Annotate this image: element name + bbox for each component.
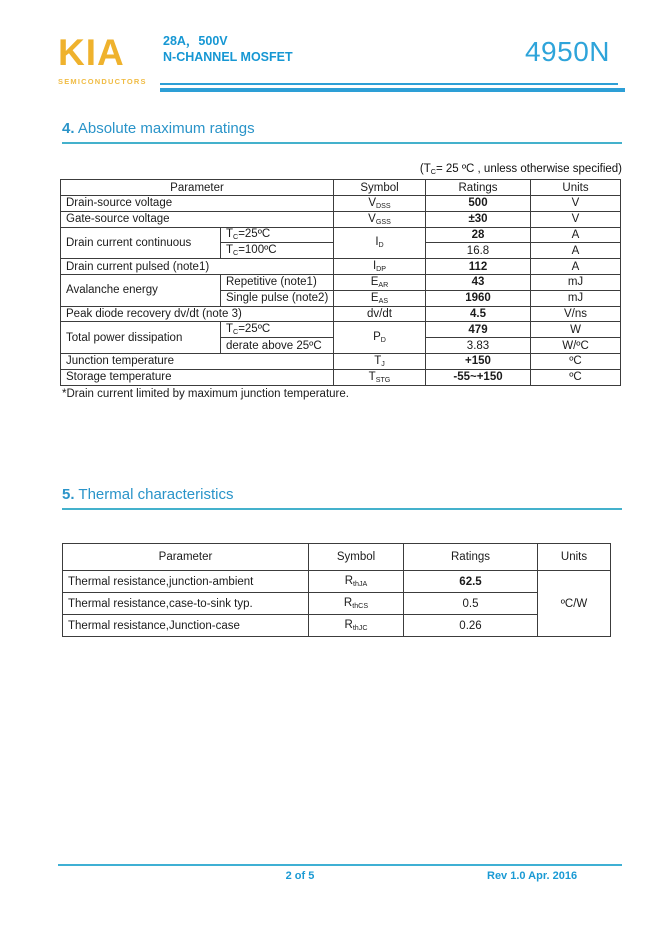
table-cell: Thermal resistance,Junction-case xyxy=(63,615,309,637)
table-cell: Thermal resistance,junction-ambient xyxy=(63,571,309,593)
table-row xyxy=(61,322,621,338)
table-cell: Drain current pulsed (note1) xyxy=(61,259,334,275)
table-cell: TC=25ºC xyxy=(221,322,334,338)
table-cell: A xyxy=(531,259,621,275)
table-cell: Avalanche energy xyxy=(61,274,221,306)
subscript: C xyxy=(430,168,436,176)
table-cell: V xyxy=(531,196,621,212)
table-cell: ºC/W xyxy=(538,571,611,637)
table-cell: ID xyxy=(334,227,426,259)
table-cell: TC=100ºC xyxy=(221,243,334,259)
table-row xyxy=(61,369,621,385)
subscript: AS xyxy=(378,296,389,305)
page-number: 2 of 5 xyxy=(285,870,315,882)
part-number: 4950N xyxy=(524,36,610,67)
table-cell: 0.5 xyxy=(404,593,538,615)
table-cell: 16.8 xyxy=(426,243,531,259)
table-cell: 43 xyxy=(426,274,531,290)
table-cell: Storage temperature xyxy=(61,369,334,385)
table-cell: EAR xyxy=(334,274,426,290)
table-cell: 0.26 xyxy=(404,615,538,637)
table-body xyxy=(63,571,611,637)
table-cell: RthJA xyxy=(309,571,404,593)
table-cell: derate above 25ºC xyxy=(221,338,334,354)
table-cell: mJ xyxy=(531,290,621,306)
table-row xyxy=(63,593,611,615)
subscript: D xyxy=(378,241,384,250)
table-cell: ±30 xyxy=(426,211,531,227)
table-cell: 28 xyxy=(426,227,531,243)
table-cell: VGSS xyxy=(334,211,426,227)
table-header xyxy=(61,180,621,196)
column-header: Symbol xyxy=(334,180,426,196)
column-header: Ratings xyxy=(404,544,538,571)
column-header: Parameter xyxy=(61,180,334,196)
table-cell: Drain current continuous xyxy=(61,227,221,259)
table-body xyxy=(61,196,621,386)
device-spec-line2: N-CHANNEL MOSFET xyxy=(163,50,293,64)
table-footnote: *Drain current limited by maximum junction temperature. xyxy=(62,388,349,400)
subscript: J xyxy=(381,359,385,368)
table-header xyxy=(63,544,611,571)
table-cell: 479 xyxy=(426,322,531,338)
subscript: C xyxy=(233,249,239,258)
table-cell: 112 xyxy=(426,259,531,275)
column-header: Symbol xyxy=(309,544,404,571)
header-row xyxy=(63,544,611,571)
section-label: Absolute maximum ratings xyxy=(77,120,255,137)
table-row xyxy=(61,274,621,290)
table-cell: W xyxy=(531,322,621,338)
table-cell: PD xyxy=(334,322,426,354)
table-cell: RthCS xyxy=(309,593,404,615)
table-cell: 4.5 xyxy=(426,306,531,322)
revision-label: Rev 1.0 Apr. 2016 xyxy=(487,870,578,882)
brand-logo-text: KIA xyxy=(58,32,125,73)
section-number: 4. xyxy=(62,120,75,137)
table-cell: V xyxy=(531,211,621,227)
brand-logo xyxy=(58,30,147,86)
table-cell: Repetitive (note1) xyxy=(221,274,334,290)
table-row xyxy=(61,227,621,243)
table-cell: TSTG xyxy=(334,369,426,385)
table-cell: TJ xyxy=(334,353,426,369)
table-cell: -55~+150 xyxy=(426,369,531,385)
column-header: Ratings xyxy=(426,180,531,196)
table-cell: Peak diode recovery dv/dt (note 3) xyxy=(61,306,334,322)
table-cell: ºC xyxy=(531,353,621,369)
table-row xyxy=(63,571,611,593)
table-row xyxy=(61,259,621,275)
table-cell: dv/dt xyxy=(334,306,426,322)
table-row xyxy=(61,211,621,227)
subscript: thJA xyxy=(353,580,368,588)
table-cell: Drain-source voltage xyxy=(61,196,334,212)
table-cell: W/ºC xyxy=(531,338,621,354)
thermal-characteristics-table xyxy=(62,543,611,637)
section-number: 5. xyxy=(62,486,75,503)
table-cell: Total power dissipation xyxy=(61,322,221,354)
table-cell: EAS xyxy=(334,290,426,306)
column-header: Units xyxy=(531,180,621,196)
table-cell: TC=25ºC xyxy=(221,227,334,243)
header-rule-thick xyxy=(160,88,625,92)
table-cell: V/ns xyxy=(531,306,621,322)
table-cell: 3.83 xyxy=(426,338,531,354)
table-cell: A xyxy=(531,243,621,259)
table-row xyxy=(61,196,621,212)
footer-rule xyxy=(58,864,622,866)
table-cell: Gate-source voltage xyxy=(61,211,334,227)
table-cell: 500 xyxy=(426,196,531,212)
section-title-thermal-characteristics xyxy=(62,486,622,510)
column-header: Parameter xyxy=(63,544,309,571)
table-cell: RthJC xyxy=(309,615,404,637)
subscript: STG xyxy=(375,375,391,384)
table-cell: mJ xyxy=(531,274,621,290)
subscript: D xyxy=(380,336,386,345)
header-rule-thin xyxy=(160,83,618,85)
test-condition-note: (TC= 25 ºC , unless otherwise specified) xyxy=(419,163,622,176)
section-label: Thermal characteristics xyxy=(78,486,234,503)
subscript: C xyxy=(233,328,239,337)
subscript: GSS xyxy=(375,217,391,226)
table-cell: +150 xyxy=(426,353,531,369)
table-row xyxy=(61,306,621,322)
subscript: DP xyxy=(376,265,387,274)
device-spec xyxy=(163,33,293,65)
table-row xyxy=(63,615,611,637)
table-cell: VDSS xyxy=(334,196,426,212)
subscript: C xyxy=(233,233,239,242)
subscript: thCS xyxy=(352,602,369,610)
brand-logo-subtext: SEMICONDUCTORS xyxy=(58,77,147,87)
section-title-absolute-maximum-ratings xyxy=(62,120,622,144)
absolute-maximum-ratings-table xyxy=(60,179,621,386)
subscript: DSS xyxy=(376,201,391,210)
device-spec-line1: 28A，500V xyxy=(163,34,228,48)
table-cell: 62.5 xyxy=(404,571,538,593)
subscript: AR xyxy=(378,280,389,289)
table-cell: 1960 xyxy=(426,290,531,306)
table-cell: Thermal resistance,case-to-sink typ. xyxy=(63,593,309,615)
table-cell: ºC xyxy=(531,369,621,385)
table-cell: A xyxy=(531,227,621,243)
table-cell: IDP xyxy=(334,259,426,275)
table-row xyxy=(61,353,621,369)
subscript: thJC xyxy=(352,624,368,632)
column-header: Units xyxy=(538,544,611,571)
table-cell: Junction temperature xyxy=(61,353,334,369)
table-cell: Single pulse (note2) xyxy=(221,290,334,306)
header-row xyxy=(61,180,621,196)
